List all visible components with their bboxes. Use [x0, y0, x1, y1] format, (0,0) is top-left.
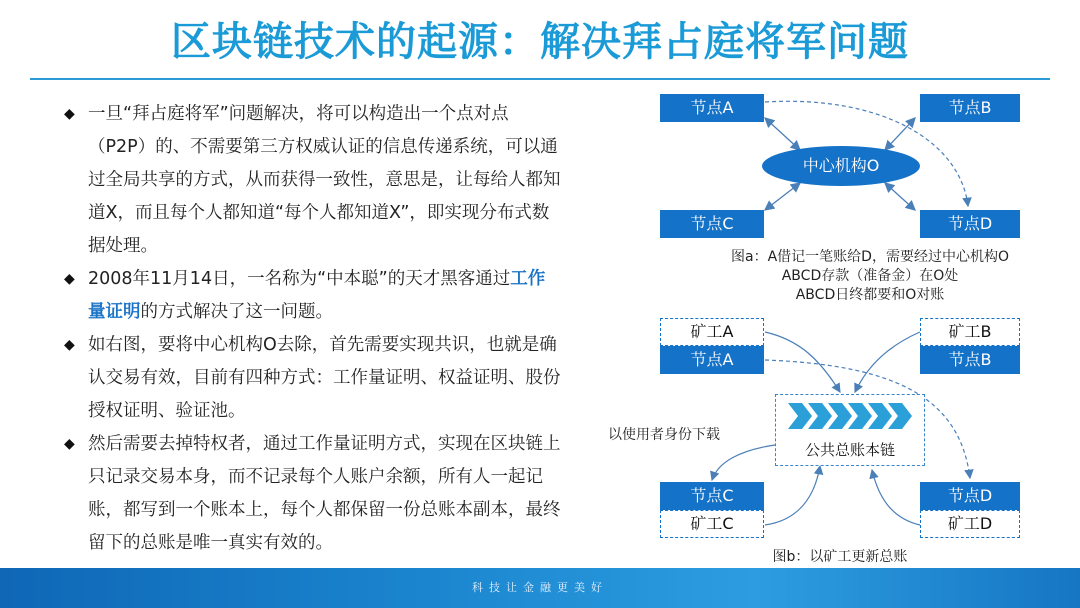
bullet-text: 如右图，要将中心机构O去除，首先需要实现共识，也就是确认交易有效，目前有四种方式：工作量证明、权益证明、股份授权证明、验证池。	[88, 335, 561, 421]
node-d: 节点D	[920, 210, 1020, 238]
diagram-a-caption	[700, 248, 1040, 305]
bullet-text: 然后需要去掉特权者，通过工作量证明方式，实现在区块链上只记录交易本身，而不记录每个人账户余额，所有人一起记账，都写到一个账本上，每个人都保留一份总账本副本，最终留下的总账是唯一真实有效的。	[88, 434, 561, 553]
miner-d: 矿工D	[920, 510, 1020, 538]
highlight-term: 工作量证明	[88, 269, 546, 322]
footer-slogan: 科技让金融更美好	[472, 581, 608, 594]
node-b: 节点B	[920, 94, 1020, 122]
diamond-bullet-icon: ◆	[64, 106, 75, 122]
diagram-b-caption: 图b：以矿工更新总账	[772, 549, 908, 565]
node-a: 节点A	[660, 94, 764, 122]
footer-bar	[0, 568, 1080, 608]
bullet-text: 的方式解决了这一问题。	[140, 302, 333, 322]
diamond-bullet-icon: ◆	[64, 436, 75, 452]
download-label: 以使用者身份下载	[608, 427, 720, 443]
node-c: 节点C	[660, 482, 764, 510]
miner-a: 矿工A	[660, 318, 764, 346]
page-title: 区块链技术的起源：解决拜占庭将军问题	[171, 19, 909, 65]
public-ledger	[775, 394, 925, 466]
diamond-bullet-icon: ◆	[64, 271, 75, 287]
caption-line: ABCD存款（准备金）在O处	[781, 268, 959, 284]
node-c: 节点C	[660, 210, 764, 238]
node-b: 节点B	[920, 346, 1020, 374]
node-d: 节点D	[920, 482, 1020, 510]
diamond-bullet-icon: ◆	[64, 337, 75, 353]
center-authority-node: 中心机构O	[762, 146, 920, 186]
miner-c: 矿工C	[660, 510, 764, 538]
ledger-label: 公共总账本链	[804, 441, 895, 459]
miner-b: 矿工B	[920, 318, 1020, 346]
caption-line: ABCD日终都要和O对账	[795, 287, 945, 303]
caption-line: 图a：A借记一笔账给D，需要经过中心机构O	[731, 249, 1009, 265]
node-a: 节点A	[660, 346, 764, 374]
bullet-text: 2008年11月14日，一名称为“中本聪”的天才黑客通过	[88, 269, 511, 289]
bullet-text: 一旦“拜占庭将军”问题解决，将可以构造出一个点对点（P2P）的、不需要第三方权威认证的信息传递系统，可以通过全局共享的方式，从而获得一致性，意思是，让每给人都知道X，而且每个人都知道“每个人都知道X”，即实现分布式数据处理。	[88, 104, 561, 256]
chevron-arrows-icon	[788, 403, 914, 429]
